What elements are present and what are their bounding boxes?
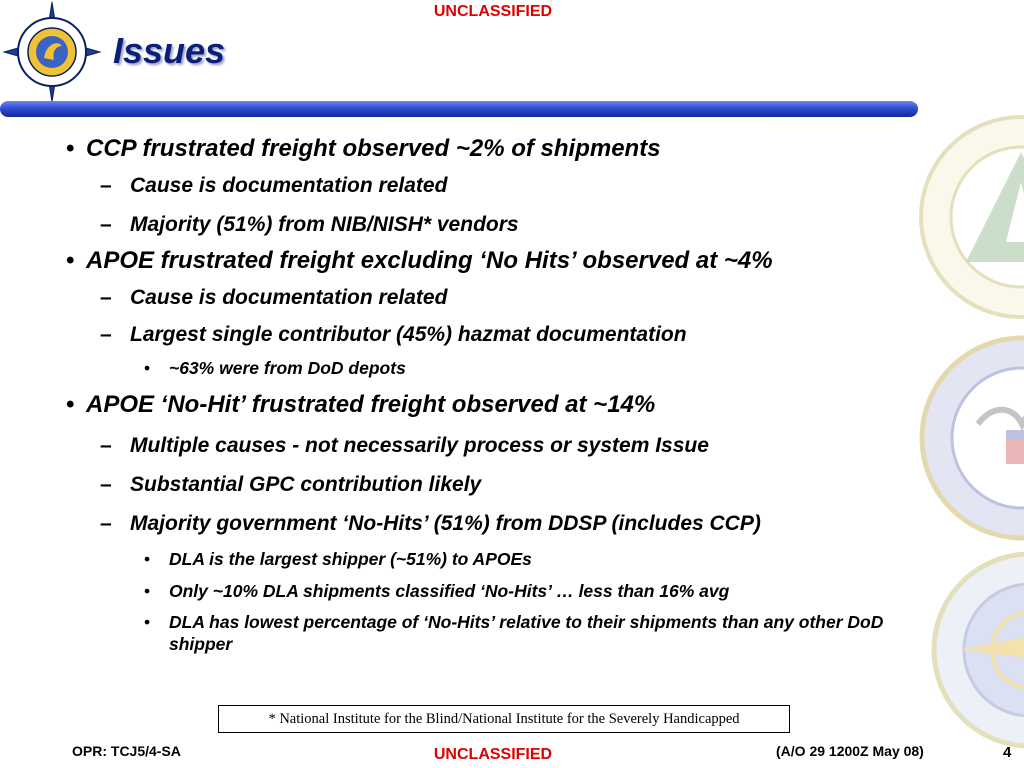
bullet-text: Multiple causes - not necessarily process or system Issue [130, 434, 709, 457]
bullet-marker: • [144, 358, 151, 378]
bullet-item [0, 132, 960, 166]
bullet-item [0, 278, 960, 317]
bullet-item [0, 465, 960, 504]
page-number: 4 [1003, 744, 1012, 761]
bullet-item [0, 166, 960, 205]
bullet-text: CCP frustrated freight observed ~2% of shipments [86, 135, 661, 162]
bullet-text: Majority government ‘No-Hits’ (51%) from DDSP (includes CCP) [130, 512, 761, 535]
bullet-item [0, 426, 960, 465]
slide-title: Issues [113, 30, 226, 71]
footer-opr: OPR: TCJ5/4-SA [72, 743, 181, 759]
footnote-box: * National Institute for the Blind/National Institute for the Severely Handicapped [218, 705, 790, 733]
bullet-item [0, 384, 960, 426]
bullet-text: Only ~10% DLA shipments classified ‘No-Hits’ … less than 16% avg [169, 581, 730, 601]
bullet-text: Cause is documentation related [130, 174, 448, 197]
bullet-marker: • [144, 549, 151, 569]
bullet-marker: • [144, 612, 151, 632]
title-bar-divider [0, 101, 918, 117]
bullet-marker: – [100, 434, 112, 457]
bullet-text: DLA has lowest percentage of ‘No-Hits’ relative to their shipments than any other DoD shipper [169, 612, 884, 654]
bullet-marker: • [66, 391, 75, 418]
classification-banner-bottom: UNCLASSIFIED [433, 746, 553, 763]
bullet-item [0, 575, 949, 607]
bullet-marker: • [66, 247, 75, 274]
bullet-marker: – [100, 213, 112, 236]
ustranscom-seal-icon [0, 0, 104, 104]
bullet-item [0, 611, 949, 655]
bullet-list [0, 132, 960, 655]
bullet-marker: – [100, 473, 112, 496]
bullet-item [0, 244, 960, 278]
bullet-text: Largest single contributor (45%) hazmat documentation [130, 323, 687, 346]
bullet-item [0, 543, 949, 575]
bullet-marker: • [144, 581, 151, 601]
bullet-marker: – [100, 286, 112, 309]
bullet-text: APOE ‘No-Hit’ frustrated freight observed at ~14% [86, 391, 656, 418]
bullet-text: APOE frustrated freight excluding ‘No Hits’ observed at ~4% [86, 247, 773, 274]
bullet-item [0, 317, 960, 352]
footer-date: (A/O 29 1200Z May 08) [776, 743, 924, 759]
bullet-text: Substantial GPC contribution likely [130, 473, 482, 496]
bullet-text: Cause is documentation related [130, 286, 448, 309]
bullet-marker: – [100, 512, 112, 535]
bullet-text: DLA is the largest shipper (~51%) to APOEs [169, 549, 532, 569]
bullet-text: Majority (51%) from NIB/NISH* vendors [130, 213, 519, 236]
bullet-marker: – [100, 323, 112, 346]
bullet-item [0, 352, 949, 384]
bullet-text: ~63% were from DoD depots [169, 358, 406, 378]
bullet-item [0, 205, 960, 244]
classification-banner-top: UNCLASSIFIED [433, 3, 553, 20]
bullet-item [0, 504, 960, 543]
bullet-marker: • [66, 135, 75, 162]
bullet-marker: – [100, 174, 112, 197]
